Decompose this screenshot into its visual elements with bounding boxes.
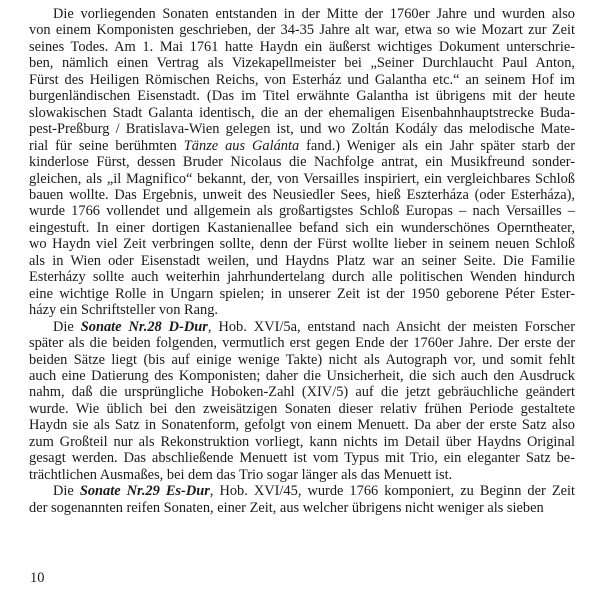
text-segment: fand.) Weniger als ein Jahr später starb der [299,137,575,154]
text-segment: gleichen, als „il Magnifico“ bekannt, der, von Versailles inspiriert, ein vergleichbares Schloß [29,170,575,187]
text-segment: ben, nämlich einen Vertrag als Vizekapellmeister bei „Seiner Durchlaucht Paul Anton, [29,55,575,72]
text-segment: gesagt werden. Das abschließende Menuett ist vom Typus mit Trio, ein eleganter Satz be- [29,450,575,467]
paragraph [29,6,575,319]
text-line [29,220,575,236]
text-segment: nahm, daß die ursprüngliche Hoboken-Zahl (XIV/5) auf die jetzt gebräuchliche geändert [29,384,575,401]
text-segment: slowakischen Stadt Galanta identisch, die an der ehemaligen Eisenbahnhauptstrecke Buda- [29,104,575,121]
sonata-title: Sonate Nr.28 D-Dur [80,318,208,335]
text-line [29,203,575,219]
text-line [29,302,575,318]
text-line [29,269,575,285]
text-segment: zum Großteil nur als Rekonstruktion vorliegt, kann nichts im Detail über Haydns Original [29,433,575,450]
text-line [29,105,575,121]
text-segment: bauen wollte. Das Ergebnis, unweit des Neusiedler Sees, hieß Eszterháza (oder Esterháza), [29,186,575,203]
text-segment: Die vorliegenden Sonaten entstanden in der Mitte der 1760er Jahre und wurden also [53,6,575,22]
text-segment: , Hob. XVI/45, wurde 1766 komponiert, zu Beginn der Zeit [209,483,575,500]
text-segment: burgenländischen Eisenstadt. (Das im Titel erwähnte Galantha ist übrigens mit der heute [29,88,575,105]
text-segment: wurde 1766 vollendet und allgemein als großartigstes Schloß Europas – nach Versailles – [29,203,575,220]
work-title: Tänze aus Galánta [183,137,300,154]
text-line [29,417,575,433]
text-line [29,500,575,516]
text-line [29,483,575,499]
text-line [29,39,575,55]
text-line [29,450,575,466]
text-segment: Esterházy sollte auch weiterhin jahrhundertelang durch alle politischen Wenden hindurch [29,269,575,286]
text-line [29,368,575,384]
text-segment: rial für seine berühmten [29,137,184,154]
text-line [29,187,575,203]
text-segment: trächtlichen Ausmaßes, bei dem das Trio sogar länger als das Menuett ist. [29,466,453,483]
text-segment: von einem Komponisten geschrieben, der 34-35 Jahre alt war, etwa so wie Mozart zur Zeit [29,22,575,39]
text-line [29,335,575,351]
text-segment: seines Todes. Am 1. Mai 1761 hatte Haydn ein äußerst wichtiges Dokument unterschrie- [29,38,575,55]
text-segment: auch eine Datierung des Komponisten; daher die Unsicherheit, die sich auch den Ausdruck [29,367,575,384]
body-text [29,6,575,516]
text-line [29,138,575,154]
text-segment: eingestuft. In einer dortigen Kastanienallee befand sich ein wunderschönes Operntheater, [29,219,575,236]
paragraph [29,319,575,484]
text-segment: beiden Sätze liegt (bis auf einige wenige Takte) nicht als Autograph vor, und somit fehlt [29,351,575,368]
text-segment: später als die beiden folgenden, vermutlich erst gegen Ende der 1760er Jahre. Der erste der [29,335,575,352]
text-line [29,154,575,170]
text-segment: wo Haydn viel Zeit verbringen sollte, denn der Fürst wollte lieber in seinem neuen Schloß [29,236,575,253]
text-segment: Fürst des Heiligen Römischen Reichs, von Esterház und Galantha etc.“ an seinem Hof im [29,71,575,88]
text-segment: kinderlose Fürst, dessen Bruder Nicolaus die Nachfolge antrat, ein Musikfreund sonder- [29,154,575,171]
text-line [29,434,575,450]
text-line [29,55,575,71]
text-line [29,6,575,22]
text-line [29,319,575,335]
paragraph [29,483,575,516]
text-segment: Die [53,483,80,500]
page-number: 10 [30,570,45,586]
text-segment: eine wichtige Rolle in Ungarn spielen; in unserer Zeit ist der 1950 geborene Péter Ester- [29,285,575,302]
text-line [29,286,575,302]
text-line [29,384,575,400]
text-line [29,121,575,137]
text-segment: als in Wien oder Eisenstadt weilen, und Haydns Platz war an seiner Seite. Die Familie [29,252,575,269]
text-line [29,352,575,368]
sonata-title: Sonate Nr.29 Es-Dur [79,483,210,500]
text-segment: Die [53,318,81,335]
text-segment: der sogenannten reifen Sonaten, einer Zeit, aus welcher übrigens nicht weniger als sieben [29,499,544,516]
text-line [29,401,575,417]
text-segment: pest-Preßburg / Bratislava-Wien gelegen ist, und wo Zoltán Kodály das melodische Mate- [29,121,575,138]
text-segment: , Hob. XVI/5a, entstand nach Ansicht der meisten Forscher [207,318,575,335]
text-segment: wurde. Wie üblich bei den zweisätzigen Sonaten dieser relativ frühen Periode gestaltete [29,400,575,417]
text-line [29,88,575,104]
text-line [29,22,575,38]
text-line [29,253,575,269]
text-line [29,467,575,483]
text-line [29,171,575,187]
text-segment: Haydn sie als Satz in Sonatenform, gefolgt von einem Menuett. Da aber der erste Satz also [29,417,575,434]
text-line [29,72,575,88]
text-line [29,236,575,252]
text-segment: házy ein Schriftsteller von Rang. [29,302,219,319]
